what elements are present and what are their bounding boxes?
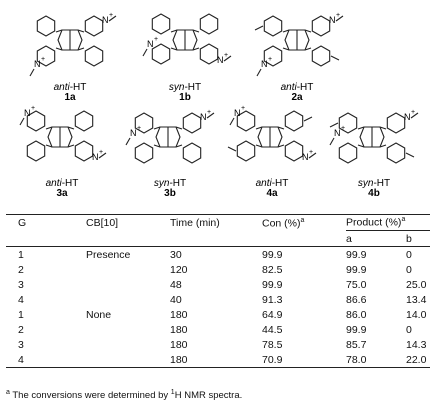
- cell-time: 180: [170, 308, 188, 321]
- positive-charge: +: [309, 149, 314, 156]
- positive-charge: +: [411, 109, 416, 116]
- cell-b: 0: [406, 263, 412, 276]
- cell-con: 64.9: [262, 308, 283, 321]
- cell-con: 99.9: [262, 278, 283, 291]
- header-con: Con (%)$^a$: [262, 215, 346, 231]
- cell-g: 2: [18, 323, 24, 336]
- compound-id: 1b: [179, 92, 191, 103]
- table-row: [6, 262, 430, 277]
- cell-g: 1: [18, 308, 24, 321]
- nitrogen-atom: N: [34, 59, 41, 69]
- molecule-structure: [228, 105, 316, 162]
- results-table: [6, 214, 430, 368]
- nitrogen-atom: N: [130, 128, 137, 138]
- cell-time: 180: [170, 352, 262, 368]
- cell-b: 14.0: [406, 308, 427, 321]
- positive-charge: +: [31, 105, 36, 112]
- nitrogen-atom: N: [147, 39, 154, 49]
- cell-b: 14.3: [406, 338, 427, 351]
- nitrogen-atom: N: [404, 112, 411, 122]
- header-product: Product (%)$^a$: [346, 215, 430, 231]
- cell-con: 99.9: [262, 247, 346, 263]
- header-g: G: [6, 215, 86, 231]
- table-row: [6, 352, 430, 368]
- compound-id: 3a: [56, 188, 68, 199]
- nitrogen-atom: N: [92, 152, 99, 162]
- molecule-structure: [255, 12, 343, 76]
- nitrogen-atom: N: [302, 152, 309, 162]
- table-row: [6, 337, 430, 352]
- cell-a: 86.6: [346, 293, 367, 306]
- cell-g: 4: [6, 352, 86, 368]
- positive-charge: +: [109, 12, 114, 19]
- positive-charge: +: [268, 56, 273, 63]
- header-a: a: [346, 231, 406, 247]
- cell-a: 99.9: [346, 263, 367, 276]
- cell-g: 4: [18, 293, 24, 306]
- positive-charge: +: [41, 56, 46, 63]
- cell-cb: [86, 352, 170, 368]
- nitrogen-atom: N: [102, 15, 109, 25]
- positive-charge: +: [224, 52, 229, 59]
- compound-name: anti-HT: [280, 82, 314, 93]
- compound-name: anti-HT: [45, 178, 79, 189]
- cell-a: 75.0: [346, 278, 367, 291]
- cell-con: 91.3: [262, 293, 283, 306]
- cell-time: 180: [170, 323, 188, 336]
- compound-id: 1a: [64, 92, 76, 103]
- compound-id: 3b: [164, 188, 176, 199]
- compound-id: 4a: [266, 188, 278, 199]
- cell-con: 82.5: [262, 263, 283, 276]
- cell-b: 13.4: [406, 293, 427, 306]
- table-header-row: [6, 215, 430, 231]
- cell-a: 78.0: [346, 352, 406, 368]
- nitrogen-atom: N: [200, 112, 207, 122]
- cell-b: 25.0: [406, 278, 427, 291]
- table-row: [6, 247, 430, 263]
- molecule-structure: [30, 12, 116, 76]
- cell-con: 44.5: [262, 323, 283, 336]
- nitrogen-atom: N: [217, 55, 224, 65]
- positive-charge: +: [207, 109, 212, 116]
- compound-id: 2a: [291, 92, 303, 103]
- cell-time: 48: [170, 278, 182, 291]
- compound-id: 4b: [368, 188, 380, 199]
- molecule-structure: [330, 109, 418, 163]
- cell-a: 99.9: [346, 247, 406, 263]
- cell-time: 30: [170, 247, 262, 263]
- header-time: Time (min): [170, 215, 262, 231]
- cell-con: 78.5: [262, 338, 283, 351]
- cell-time: 180: [170, 338, 188, 351]
- cell-b: 0: [406, 323, 412, 336]
- table-row: [6, 292, 430, 307]
- cell-cb: Presence: [86, 247, 170, 263]
- cell-cb: None: [86, 308, 112, 321]
- compound-name: syn-HT: [357, 178, 391, 189]
- positive-charge: +: [341, 125, 346, 132]
- cell-cb: [86, 262, 170, 277]
- cell-con: 70.9: [262, 352, 346, 368]
- table-row: [6, 307, 430, 322]
- cell-a: 86.0: [346, 308, 367, 321]
- cell-g: 3: [18, 338, 24, 351]
- cell-cb: [86, 277, 170, 292]
- compound-name: syn-HT: [168, 82, 202, 93]
- cell-a: 85.7: [346, 338, 367, 351]
- nitrogen-atom: N: [24, 108, 31, 118]
- cell-time: 40: [170, 293, 182, 306]
- nitrogen-atom: N: [329, 15, 336, 25]
- molecule-structure: [20, 105, 106, 162]
- table-row: [6, 322, 430, 337]
- cell-cb: [86, 322, 170, 337]
- positive-charge: +: [99, 149, 104, 156]
- header-b: b: [406, 231, 430, 247]
- nitrogen-atom: N: [261, 59, 268, 69]
- table-footnote: $^a$ The conversions were determined by $^1$H NMR spectra.: [6, 389, 243, 402]
- cell-g: 1: [6, 247, 86, 263]
- nitrogen-atom: N: [234, 108, 241, 118]
- cell-a: 99.9: [346, 323, 367, 336]
- cell-time: 120: [170, 263, 188, 276]
- compound-name: anti-HT: [255, 178, 289, 189]
- compound-name: syn-HT: [153, 178, 187, 189]
- table-row: [6, 277, 430, 292]
- positive-charge: +: [154, 36, 159, 43]
- table-subheader-row: [6, 231, 430, 247]
- cell-g: 2: [18, 263, 24, 276]
- positive-charge: +: [336, 12, 341, 19]
- cell-cb: [86, 337, 170, 352]
- cell-b: 22.0: [406, 352, 430, 368]
- compound-name: anti-HT: [53, 82, 87, 93]
- nitrogen-atom: N: [334, 128, 341, 138]
- molecule-structure: [126, 109, 214, 163]
- header-cb: CB[10]: [86, 215, 170, 231]
- molecule-structure: [143, 14, 231, 65]
- positive-charge: +: [241, 105, 246, 112]
- cell-cb: [86, 292, 170, 307]
- cell-b: 0: [406, 247, 430, 263]
- positive-charge: +: [137, 125, 142, 132]
- cell-g: 3: [18, 278, 24, 291]
